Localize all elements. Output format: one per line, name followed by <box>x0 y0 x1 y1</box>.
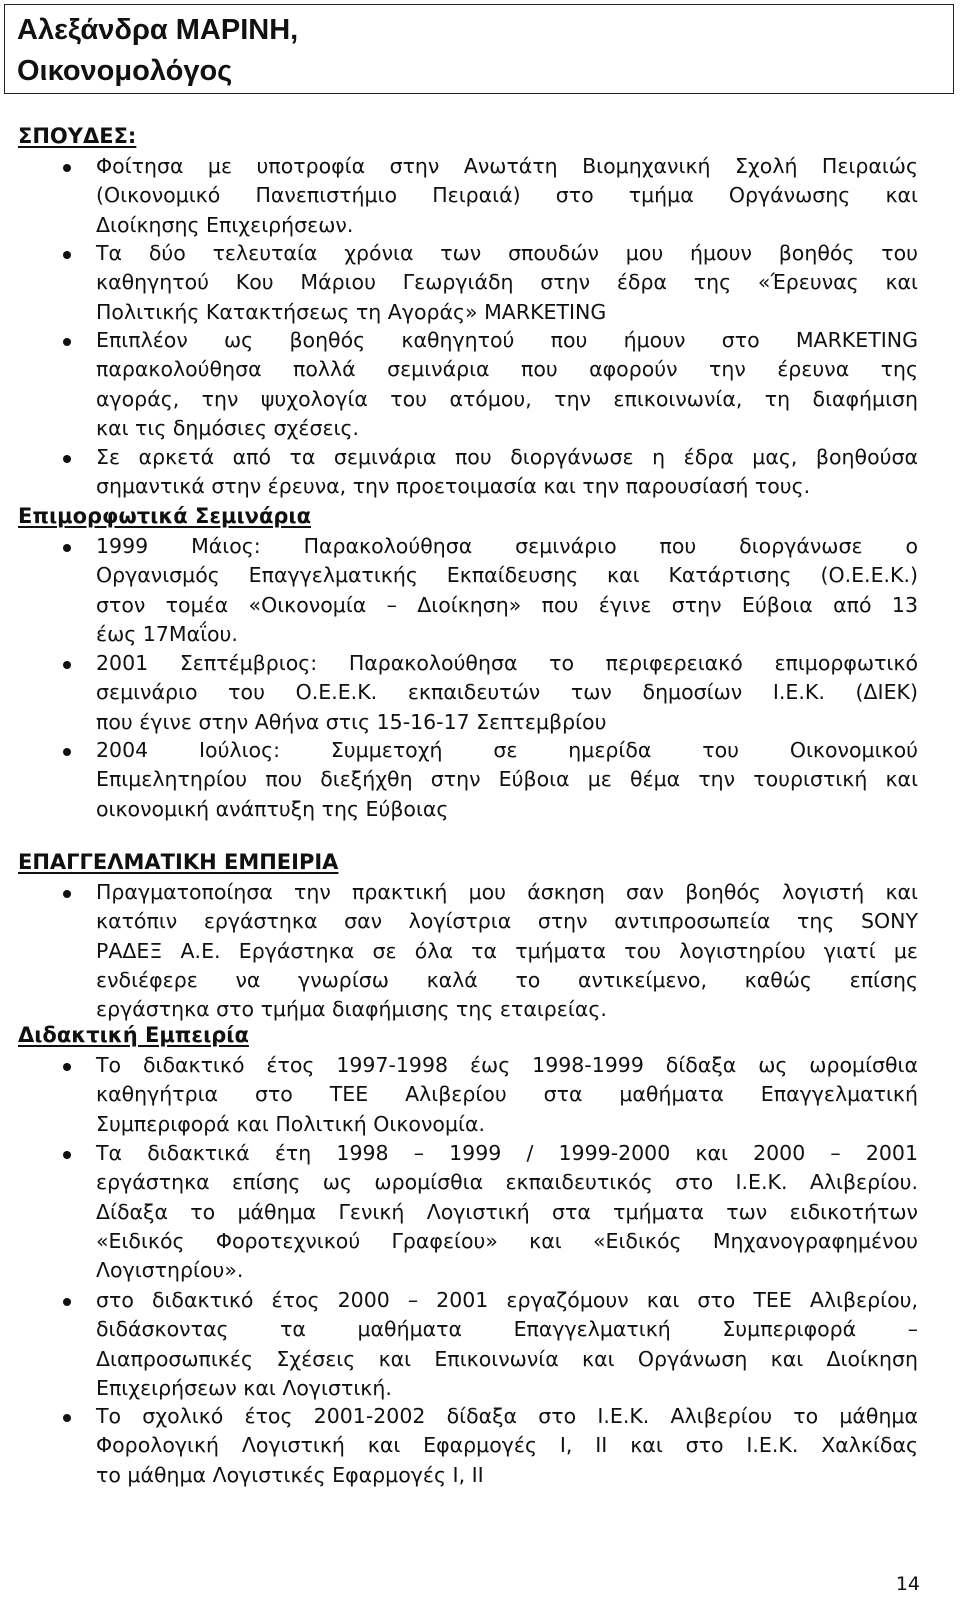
list-item-line: Δίδαξα το μάθημα Γενική Λογιστική στα τμήματα των ειδικοτήτων <box>96 1199 918 1224</box>
list-item-line: ενδιέφερε να γνωρίσω καλά το αντικείμενο, καθώς επίσης <box>96 967 918 992</box>
list-item-line: Τα διδακτικά έτη 1998 – 1999 / 1999-2000 και 2000 – 2001 <box>96 1141 918 1165</box>
list-item-line: Οργανισμός Επαγγελματικής Εκπαίδευσης και Κατάρτισης (Ο.Ε.Ε.Κ.) <box>96 563 918 588</box>
bullet-icon <box>63 251 71 259</box>
list-item-line: Φορολογική Λογιστική και Εφαρμογές Ι, ΙΙ και στο Ι.Ε.Κ. Χαλκίδας <box>96 1433 918 1458</box>
list-item-line: Τα δύο τελευταία χρόνια των σπουδών μου ήμουν βοηθός του <box>96 241 918 265</box>
list-item-line: διδάσκοντας τα μαθήματα Επαγγελματική Συμπεριφορά – <box>96 1317 918 1342</box>
list-item-line: Το σχολικό έτος 2001-2002 δίδαξα στο Ι.Ε.Κ. Αλιβερίου το μάθημα <box>96 1404 918 1428</box>
list-item-line: αγοράς, την ψυχολογία του ατόμου, την επικοινωνία, τη διαφήμιση <box>96 386 918 411</box>
list-item-line: σεμινάριο του Ο.Ε.Ε.Κ. εκπαιδευτών των δημοσίων Ι.Ε.Κ. (ΔΙΕΚ) <box>96 680 918 705</box>
list-item-line: Φοίτησα με υποτροφία στην Ανωτάτη Βιομηχανική Σχολή Πειραιώς <box>96 154 918 178</box>
list-item-line: Επιπλέον ως βοηθός καθηγητού που ήμουν στο MARKETING <box>96 328 918 352</box>
list-item-line: στον τομέα «Οικονομία – Διοίκηση» που έγινε στην Εύβοια από 13 <box>96 592 918 617</box>
list-item-line: σημαντικά στην έρευνα, την προετοιμασία και την παρουσίασή τους. <box>96 474 811 499</box>
list-item-line: Το διδακτικό έτος 1997-1998 έως 1998-1999 δίδαξα ως ωρομίσθια <box>96 1053 918 1077</box>
list-item-line: παρακολούθησα πολλά σεμινάρια που αφορούν την έρευνα της <box>96 357 918 382</box>
bullet-icon <box>63 748 71 756</box>
section-heading: ΕΠΑΓΓΕΛΜΑΤΙΚΗ ΕΜΠΕΙΡΙΑ <box>18 850 339 874</box>
list-item-line: οικονομική ανάπτυξη της Εύβοιας <box>96 796 449 821</box>
list-item-line: Διαπροσωπικές Σχέσεις και Επικοινωνία και Οργάνωση και Διοίκηση <box>96 1346 918 1371</box>
list-item-line: Διοίκησης Επιχειρήσεων. <box>96 212 354 237</box>
list-item-line: Πραγματοποίησα την πρακτική μου άσκηση σαν βοηθός λογιστή και <box>96 880 918 904</box>
list-item-line: «Ειδικός Φοροτεχνικού Γραφείου» και «Ειδικός Μηχανογραφημένου <box>96 1228 918 1253</box>
list-item-line: κατόπιν εργάστηκα σαν λογίστρια στην αντιπροσωπεία της SONY <box>96 909 918 934</box>
author-name: Αλεξάνδρα ΜΑΡΙΝΗ, <box>17 14 299 46</box>
bullet-icon <box>63 1063 71 1071</box>
list-item-line: 2001 Σεπτέμβριος: Παρακολούθησα το περιφερειακό επιμορφωτικό <box>96 651 918 675</box>
list-item-line: Επιχειρήσεων και Λογιστική. <box>96 1375 392 1400</box>
list-item-line: και τις δημόσιες σχέσεις. <box>96 415 360 440</box>
section-heading: Διδακτική Εμπειρία <box>18 1023 249 1047</box>
section-heading: ΣΠΟΥΔΕΣ: <box>18 124 137 148</box>
list-item-line: εργάστηκα στο τμήμα διαφήμισης της εταιρείας. <box>96 997 607 1022</box>
bullet-icon <box>63 1298 71 1306</box>
list-item-line: Λογιστηρίου». <box>96 1258 244 1283</box>
bullet-icon <box>63 661 71 669</box>
list-item-line: στο διδακτικό έτος 2000 – 2001 εργαζόμουν και στο ΤΕΕ Αλιβερίου, <box>96 1288 918 1312</box>
list-item-line: 2004 Ιούλιος: Συμμετοχή σε ημερίδα του Οικονομικού <box>96 738 918 762</box>
page-number: 14 <box>895 1573 920 1595</box>
list-item-line: Συμπεριφορά και Πολιτική Οικονομία. <box>96 1111 485 1136</box>
bullet-icon <box>63 455 71 463</box>
list-item-line: Επιμελητηρίου που διεξήχθη στην Εύβοια με θέμα την τουριστική και <box>96 767 918 792</box>
bullet-icon <box>63 164 71 172</box>
bullet-icon <box>63 1151 71 1159</box>
list-item-line: που έγινε στην Αθήνα στις 15-16-17 Σεπτεμβρίου <box>96 709 607 734</box>
list-item-line: έως 17Μαΐου. <box>96 621 238 646</box>
list-item-line: Σε αρκετά από τα σεμινάρια που διοργάνωσε η έδρα μας, βοηθούσα <box>96 445 918 469</box>
list-item-line: 1999 Μάιος: Παρακολούθησα σεμινάριο που διοργάνωσε ο <box>96 534 918 558</box>
list-item-line: (Οικονομικό Πανεπιστήμιο Πειραιά) στο τμήμα Οργάνωσης και <box>96 183 918 208</box>
list-item-line: καθηγητού Κου Μάριου Γεωργιάδη στην έδρα της «Έρευνας και <box>96 270 918 295</box>
bullet-icon <box>63 544 71 552</box>
header-box <box>4 4 954 94</box>
bullet-icon <box>63 890 71 898</box>
list-item-line: ΡΑΔΕΞ Α.Ε. Εργάστηκα σε όλα τα τμήματα του λογιστηρίου γιατί με <box>96 938 918 963</box>
list-item-line: Πολιτικής Κατακτήσεως τη Αγοράς» MARKETING <box>96 299 607 324</box>
list-item-line: το μάθημα Λογιστικές Εφαρμογές Ι, ΙΙ <box>96 1462 484 1487</box>
author-profession: Οικονομολόγος <box>17 55 233 87</box>
bullet-icon <box>63 338 71 346</box>
list-item-line: εργάστηκα επίσης ως ωρομίσθια εκπαιδευτικός στο Ι.Ε.Κ. Αλιβερίου. <box>96 1170 918 1195</box>
list-item-line: καθηγήτρια στο ΤΕΕ Αλιβερίου στα μαθήματα Επαγγελματική <box>96 1082 918 1107</box>
bullet-icon <box>63 1414 71 1422</box>
section-heading: Επιμορφωτικά Σεμινάρια <box>18 504 312 528</box>
